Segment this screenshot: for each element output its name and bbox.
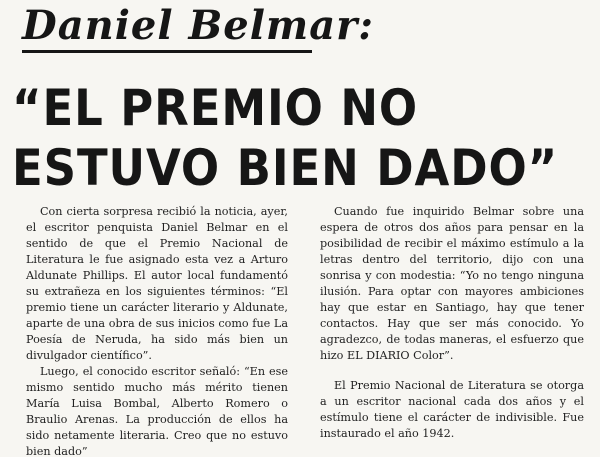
headline-line-1: “EL PREMIO NO	[12, 79, 419, 137]
left-column	[26, 204, 288, 460]
article-kicker: Daniel Belmar:	[22, 2, 374, 49]
kicker-underline	[22, 50, 312, 53]
paragraph: Con cierta sorpresa recibió la noticia, ayer, el escritor penquista Daniel Belmar en el sentido de que el Premio Nacional de Literatura le fue asignado esta vez a Arturo Aldunate Phillips. El autor local fundamentó su extrañeza en los siguientes términos: “El premio tiene un carácter literario y Aldunate, aparte de una obra de sus inicios como fue La Poesía de Neruda, ha sido más bien un divulgador científico”.	[26, 205, 288, 362]
paragraph: Cuando fue inquirido Belmar sobre una espera de otros dos años para pensar en la posibilidad de recibir el máximo estímulo a la letras dentro del territorio, dijo con una sonrisa y con modestia: “Yo no tengo ninguna ilusión. Para optar con mayores ambiciones hay que estar en Santiago, hay que tener contactos. Hay que ser más conocido. Yo agradezco, de todas maneras, el esfuerzo que hizo EL DIARIO Color”.	[320, 205, 584, 362]
right-column	[320, 204, 584, 442]
paragraph: Luego, el conocido escritor señaló: “En ese mismo sentido mucho más mérito tienen María Luisa Bombal, Alberto Romero o Braulio Arenas. La producción de ellos ha sido netamente literaria. Creo que no estuvo bien dado”	[26, 365, 288, 458]
paragraph: El Premio Nacional de Literatura se otorga a un escritor nacional cada dos años y el estímulo tiene el carácter de indivisible. Fue instaurado el año 1942.	[320, 379, 584, 440]
headline-line-2: ESTUVO BIEN DADO”	[12, 139, 559, 197]
